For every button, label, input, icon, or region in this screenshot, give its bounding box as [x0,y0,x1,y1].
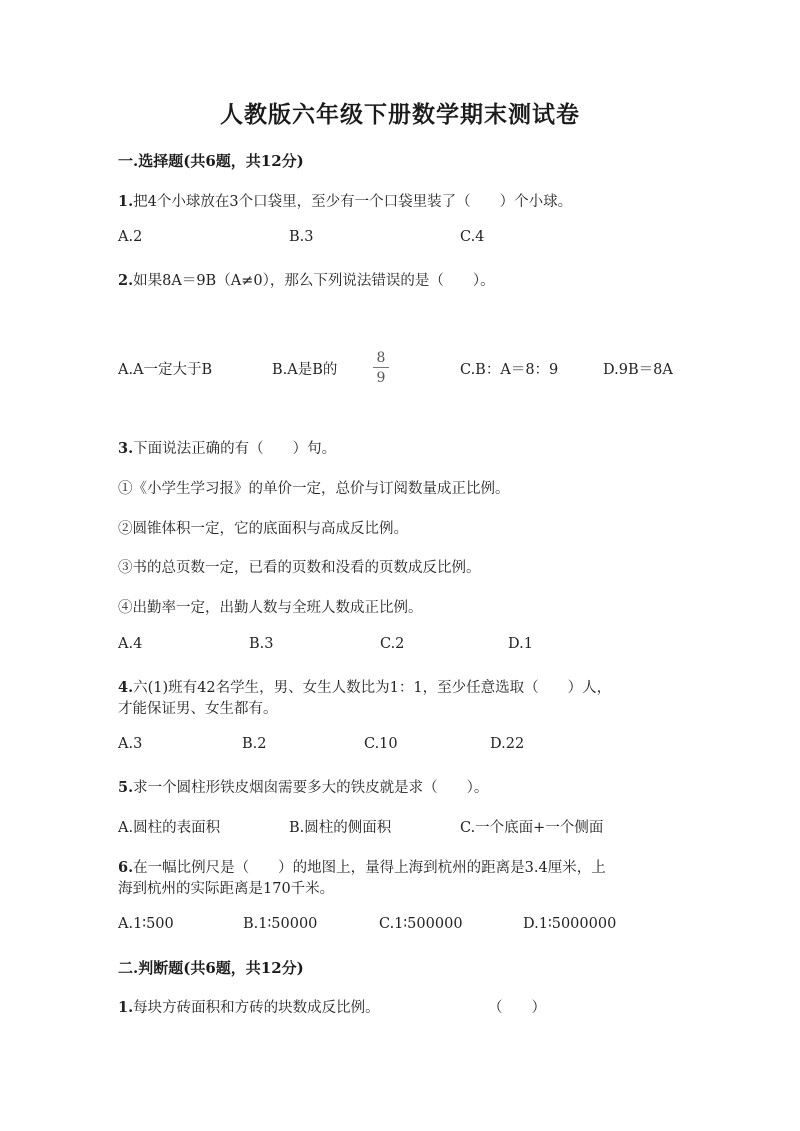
question-number: 4. [118,679,134,696]
q5-option-c: C.一个底面+一个侧面 [460,820,604,836]
section-judge-header: 二.判断题(共6题，共12分) [118,959,304,977]
q3-statement-2: ②圆锥体积一定，它的底面积与高成反比例。 [118,521,408,537]
q3-option-d: D.1 [508,636,533,652]
question-number: 3. [118,440,134,457]
q3-statement-3: ③书的总页数一定，已看的页数和没看的页数成反比例。 [118,560,481,576]
question-6-line-2: 海到杭州的实际距离是170千米。 [118,881,335,897]
q1-option-c: C.4 [460,229,485,245]
question-text: 如果8A＝9B（A≠0），那么下列说法错误的是（ ）。 [133,273,495,289]
question-2 [118,269,495,290]
question-5 [118,776,488,797]
fraction-denominator: 9 [376,370,386,386]
q3-statement-4: ④出勤率一定，出勤人数与全班人数成正比例。 [118,600,423,616]
question-text-line-1: 六(1)班有42名学生，男、女生人数比为1：1，至少任意选取（ ）人， [133,680,612,696]
q3-option-a: A.4 [118,636,143,652]
q3-option-b: B.3 [249,636,274,652]
fraction-numerator: 8 [376,350,386,366]
q4-option-b: B.2 [242,736,267,752]
q2-option-a: A.A一定大于B [118,362,213,378]
q5-option-a: A.圆柱的表面积 [118,820,221,836]
q2-option-c: C.B：A＝8：9 [460,362,559,378]
question-number: 1. [118,193,134,210]
question-text: 把4个小球放在3个口袋里，至少有一个口袋里装了（ ）个小球。 [133,194,573,210]
q4-option-d: D.22 [490,736,525,752]
q6-option-c: C.1∶500000 [379,916,463,932]
question-1 [118,190,572,211]
question-text: 求一个圆柱形铁皮烟囱需要多大的铁皮就是求（ ）。 [133,780,489,796]
q1-option-b: B.3 [289,229,314,245]
question-number: 2. [118,272,134,289]
question-text-line-1: 在一幅比例尺是（ ）的地图上，量得上海到杭州的距离是3.4厘米，上 [133,860,606,876]
question-4-line-2: 才能保证男、女生都有。 [118,701,278,717]
q1-option-a: A.2 [118,229,143,245]
section-choice-header: 一.选择题(共6题，共12分) [118,152,304,170]
q3-statement-1: ①《小学生学习报》的单价一定，总价与订阅数量成正比例。 [118,481,510,497]
question-6 [118,856,606,877]
q6-option-b: B.1∶50000 [243,916,318,932]
q6-option-d: D.1∶5000000 [523,916,617,932]
question-4 [118,676,611,697]
question-number: 5. [118,779,134,796]
exam-title: 人教版六年级下册数学期末测试卷 [220,101,580,128]
q2-option-d: D.9B＝8A [603,362,673,378]
q3-option-c: C.2 [380,636,405,652]
q2-option-b: B.A是B的 [272,362,338,378]
judge-question-1 [118,996,380,1017]
question-3 [118,437,336,458]
q4-option-a: A.3 [118,736,143,752]
question-number: 6. [118,859,134,876]
question-number: 1. [118,999,134,1016]
q4-option-c: C.10 [364,736,398,752]
answer-blank: （ ） [488,1000,546,1016]
q6-option-a: A.1∶500 [118,916,174,932]
q5-option-b: B.圆柱的侧面积 [289,820,392,836]
fraction-eight-ninths [373,351,389,385]
question-text: 每块方砖面积和方砖的块数成反比例。 [133,1000,380,1016]
question-text: 下面说法正确的有（ ）句。 [133,441,337,457]
